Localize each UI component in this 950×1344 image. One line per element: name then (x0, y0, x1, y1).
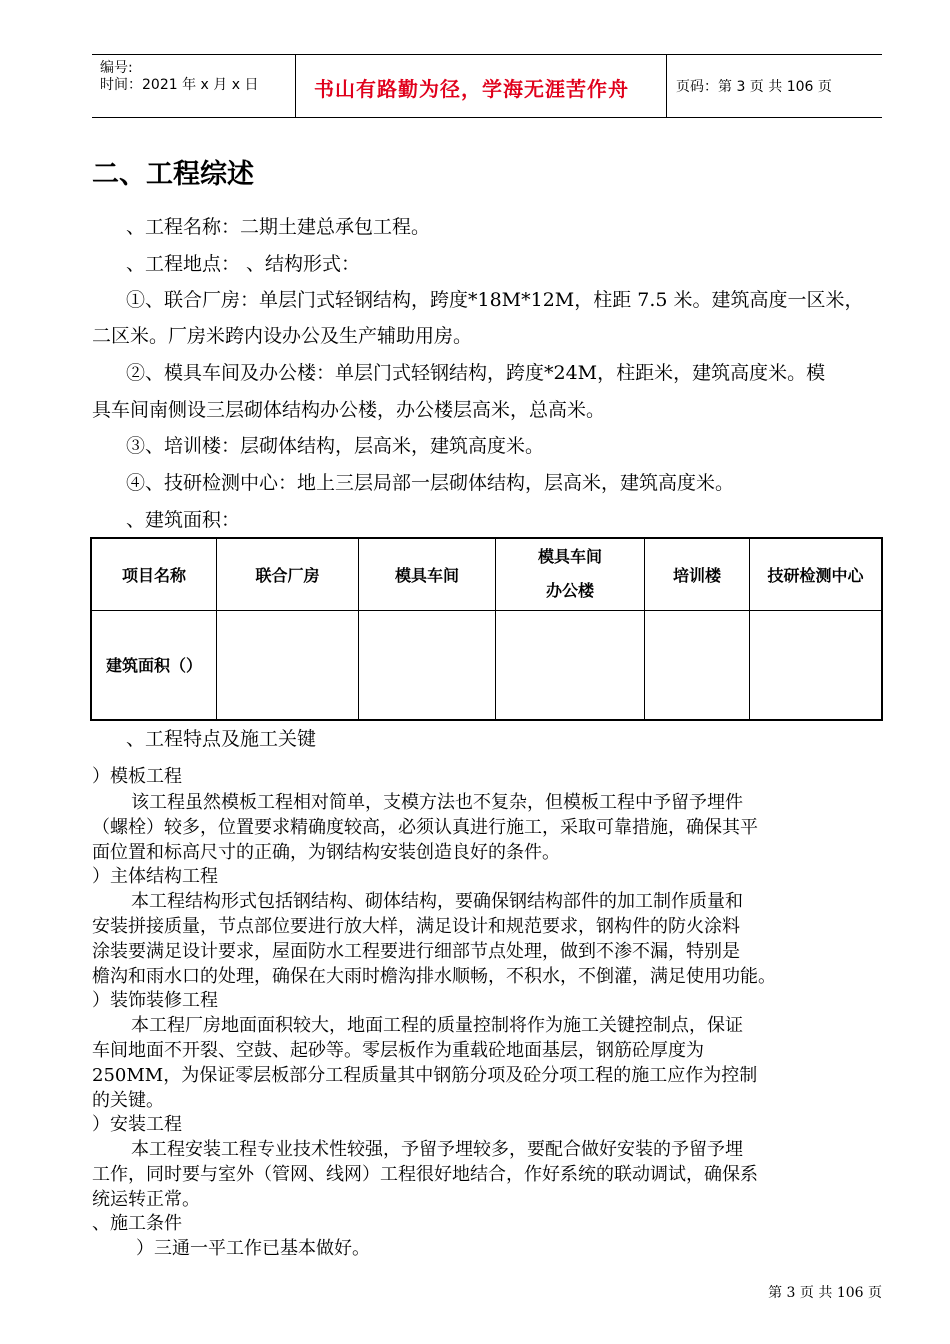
formwork-line-1: 该工程虽然模板工程相对简单，支模方法也不复杂，但模板工程中予留予埋件 (131, 792, 743, 813)
formwork-line-3: 面位置和标高尺寸的正确，为钢结构安装创造良好的条件。 (92, 842, 560, 863)
table-header-cell: 模具车间 (359, 538, 496, 610)
table-row-label: 建筑面积（） (91, 610, 217, 720)
decoration-title: ）装饰装修工程 (92, 990, 218, 1011)
header-page-number: 页码：第 3 页 共 106 页 (676, 79, 832, 95)
installation-line-1: 本工程安装工程专业技术性较强，予留予埋较多，要配合做好安装的予留予埋 (131, 1139, 743, 1160)
conditions-line-1: ）三通一平工作已基本做好。 (136, 1238, 370, 1259)
decoration-line-4: 的关键。 (92, 1090, 164, 1111)
table-header-line: 模具车间 (537, 547, 602, 567)
item1-line-b: 二区米。厂房米跨内设办公及生产辅助用房。 (92, 325, 473, 347)
table-header-row (91, 538, 882, 610)
document-time-label: 时间：2021 年 x 月 x 日 (100, 77, 259, 93)
table-header-line: 办公楼 (545, 581, 594, 601)
formwork-line-2: （螺栓）较多，位置要求精确度较高，必须认真进行施工，采取可靠措施，确保其平 (92, 817, 758, 838)
building-area-line: 、建筑面积： (126, 509, 241, 531)
item4-line: ④、技研检测中心：地上三层局部一层砌体结构，层高米，建筑高度米。 (126, 472, 735, 494)
main-structure-line-4: 檐沟和雨水口的处理，确保在大雨时檐沟排水顺畅，不积水，不倒灌，满足使用功能。 (92, 966, 776, 987)
table-cell (496, 610, 645, 720)
decoration-line-3: 250MM，为保证零层板部分工程质量其中钢筋分项及砼分项工程的施工应作为控制 (92, 1065, 758, 1086)
header-motto-cell (295, 55, 667, 117)
item3-line: ③、培训楼：层砌体结构，层高米，建筑高度米。 (126, 435, 545, 457)
building-area-table (90, 537, 883, 721)
main-structure-title: ）主体结构工程 (92, 866, 218, 887)
header-right-cell (666, 55, 882, 117)
table-cell (359, 610, 496, 720)
table-header-cell: 培训楼 (645, 538, 750, 610)
main-structure-line-3: 涂装要满足设计要求，屋面防水工程要进行细部节点处理，做到不渗不漏，特别是 (92, 941, 740, 962)
item2-line-a: ②、模具车间及办公楼：单层门式轻钢结构，跨度*24M，柱距米，建筑高度米。模 (126, 362, 826, 384)
header-motto: 书山有路勤为径，学海无涯苦作舟 (314, 77, 629, 101)
main-structure-line-1: 本工程结构形式包括钢结构、砌体结构，要确保钢结构部件的加工制作质量和 (131, 891, 743, 912)
table-row (91, 610, 882, 720)
features-heading: 、工程特点及施工关键 (126, 728, 317, 750)
decoration-line-2: 车间地面不开裂、空鼓、起砂等。零层板作为重载砼地面基层，钢筋砼厚度为 (92, 1040, 704, 1061)
installation-line-2: 工作，同时要与室外（管网、线网）工程很好地结合，作好系统的联动调试，确保系 (92, 1164, 758, 1185)
header-left-cell (92, 55, 295, 117)
item1-line-a: ①、联合厂房：单层门式轻钢结构，跨度*18M*12M，柱距 7.5 米。建筑高度一区米， (126, 289, 864, 311)
formwork-title: ）模板工程 (92, 766, 182, 787)
installation-line-3: 统运转正常。 (92, 1189, 200, 1210)
table-header-cell (496, 538, 645, 610)
section-title: 二、工程综述 (92, 159, 254, 190)
project-location-line: 、工程地点： 、结构形式： (126, 253, 361, 275)
page-header (92, 54, 882, 118)
document-number-label: 编号: (100, 60, 133, 76)
item2-line-b: 具车间南侧设三层砌体结构办公楼，办公楼层高米，总高米。 (92, 399, 606, 421)
page-footer: 第 3 页 共 106 页 (768, 1285, 882, 1301)
table-cell (645, 610, 750, 720)
project-name-line: 、工程名称：二期土建总承包工程。 (126, 216, 431, 238)
conditions-title: 、施工条件 (92, 1213, 182, 1234)
table-cell (750, 610, 883, 720)
table-header-cell: 项目名称 (91, 538, 217, 610)
table-header-cell: 技研检测中心 (750, 538, 883, 610)
installation-title: ）安装工程 (92, 1114, 182, 1135)
table-header-cell: 联合厂房 (217, 538, 359, 610)
main-structure-line-2: 安装拼接质量，节点部位要进行放大样，满足设计和规范要求，钢构件的防火涂料 (92, 916, 740, 937)
decoration-line-1: 本工程厂房地面面积较大，地面工程的质量控制将作为施工关键控制点，保证 (131, 1015, 743, 1036)
table-cell (217, 610, 359, 720)
